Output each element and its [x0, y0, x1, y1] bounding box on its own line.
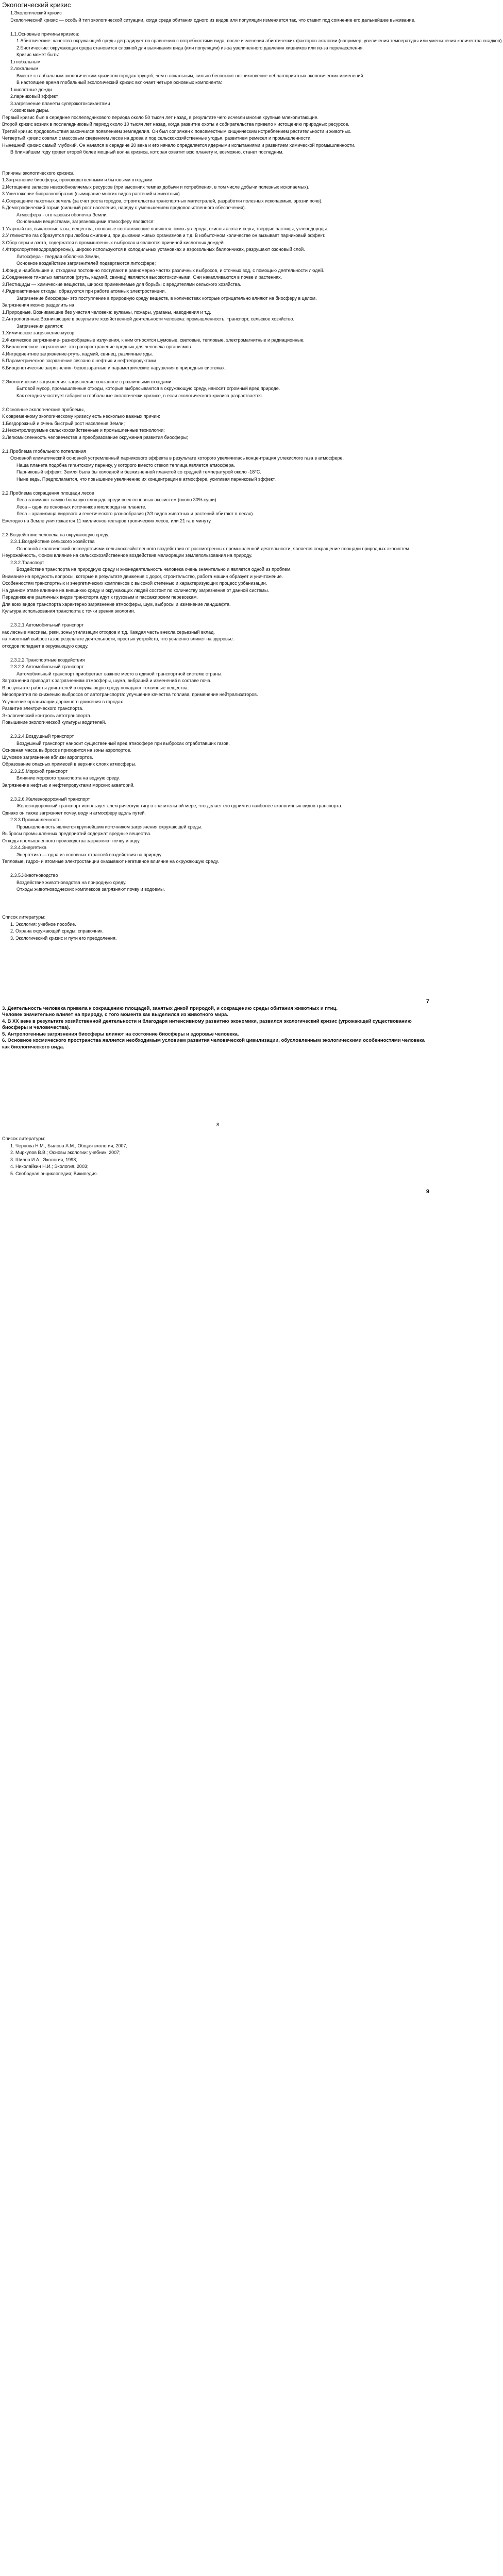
paragraph-line: отходов попадает в окружающую среду. [2, 643, 89, 649]
paragraph-line: В ближайшем году грядет второй более мощный волна кризиса, которая охватит всю планету и, возможно, станет последним. [10, 149, 283, 155]
paragraph-line: 1.Загрязнение биосферы, производственными и бытовыми отходами. [2, 177, 154, 182]
paragraph-line: На данном этапе влияние на внешнюю среду и окружающих людей состоит по количеству загрязнения от данной системы. [2, 587, 269, 593]
paragraph-line: 1.Фонд и наибольшие и, отходами постоянно поступают в равномерно частях различных выбросов, и сточных вод, с помощью деятельности людей. [2, 267, 324, 273]
paragraph-line: Воздействие животноводства на природную среду. [16, 879, 127, 885]
source-item: 3. Шилов И.А.; Экология, 1998; [10, 1157, 77, 1162]
spacer [2, 441, 433, 448]
paragraph-line: как лесные массивы, реки, зоны утилизации отходов и т.д. Каждая часть внесла серьезный вклад. [2, 629, 215, 635]
paragraph-line: Отходы промышленного производства загрязняют почву и воду. [2, 838, 141, 843]
sources-list [2, 1143, 433, 1178]
paragraph-line: 2.3.1.Воздействие сельского хозяйства [10, 539, 95, 544]
paragraph-line: Повышение экологической культуры водителей. [2, 720, 106, 725]
paragraph-line: 2.Физическое загрязнение- разнообразные излучения, к ним относятся шумовые, световые, тепловые, электромагнитные и радиационные. [2, 337, 305, 343]
paragraph-line: 1.Природные. Возникающие без участия человека: вулканы, пожары, ураганы, наводнения и т.д. [2, 309, 211, 315]
paragraph-line: Однако он также загрязняет почву, воду и атмосферу вдоль путей. [2, 810, 146, 816]
paragraph-line: Экологический контроль автотранспорта. [2, 713, 92, 718]
paragraph-line: Основное воздействие загрязнителей подвергаются литосфере; [16, 261, 156, 266]
paragraph-line: 1.Абиотические: качество окружающей среды деградирует по сравнению с потребностями вида, после изменения абиотических факторов экологии (например, увеличения температуры или уменьшения количества осадков). [16, 38, 503, 43]
conclusion-item: 5. Антропогенные загрязнения биосферы влияют на состояние биосферы и здоровье человека. [2, 1031, 239, 1037]
paragraph-line: Основная масса выбросов приходится на зоны аэропортов. [2, 748, 131, 753]
paragraph-line: 2.локальным [10, 66, 39, 71]
paragraph-line: Шумовое загрязнение вблизи аэропортов. [2, 754, 93, 760]
paragraph-line: Основной экологический последствиями сельскохозяйственного воздействия от рассмотренных промышленной деятельности, является сокращение площади природных экосистем. [16, 546, 411, 551]
paragraph-line: 2.Биотические: окружающая среда становится сложной для выживания вида (или популяции) из-за увеличенного давления хищников или из-за перенаселения. [16, 45, 364, 50]
paragraph-line: Основными веществами, загрязняющими атмосферу являются: [16, 219, 155, 224]
paragraph-line: Леса – хранилища видового и генетического разнообразия (2/3 видов животных и растений обитают в лесах). [16, 511, 254, 516]
paragraph-line: 2.У гликиство газ образуется при любом сжигании, при дыхании живых организмов и т.д. В избыточном количестве он вызывает парниковый эффект. [2, 233, 326, 238]
sources-title: Список литературы: [2, 1136, 46, 1141]
paragraph-line: Четвертый кризис совпал с массовым сведением лесов на дрова и под сельскохозяйственные угодья, развитием ремесел и промышленности. [2, 135, 312, 141]
spacer [2, 650, 433, 657]
paragraph-line: 4.Радиоактивные отходы, образуются при работе атомных электростанции. [2, 289, 166, 294]
paragraph-line: Загрязнение нефтью и нефтепродуктами морских акваторий. [2, 782, 135, 788]
paragraph-line: Основной климатический основной устремленный парникового эффекта в результате которого увеличилась концентрация углекислого газа в атмосфере. [10, 455, 344, 461]
paragraph-line: 1.кислотные дожди [10, 87, 52, 92]
paragraph-line: Список литературы: [2, 914, 46, 920]
paragraph-line: 4.Фторхлоруглеводородфреоны), широко используются в холодильных установках и аэрозольных баллончиках, разрушают озоновый слой. [2, 247, 305, 252]
paragraph-line: 2.3.2.Транспорт [10, 560, 44, 565]
paragraph-line: 1.Бездорожный и очень быстрый рост населения Земли; [2, 420, 125, 426]
paragraph-line: Леса – один из основных источников кислорода на планете. [16, 504, 146, 510]
paragraph-line: 3.Уничтожение биоразнообразия (вымирание многих видов растений и животных). [2, 191, 181, 196]
paragraph-line: 2.3.2.1.Автомобильный транспорт [10, 622, 84, 628]
paragraph-line: Причины экологического кризиса [2, 170, 74, 176]
conclusion-item: 4. В ХХ веке в результате хозяйственной деятельности и благодаря интенсивному развитию экономики, развился экологический кризис (угрожающей существованию биосферы и человечества). [2, 1018, 412, 1030]
spacer [2, 524, 433, 532]
paragraph-line: 2.3.4.Энергетика [10, 845, 47, 850]
spacer [2, 615, 433, 622]
conclusion-section [2, 1006, 433, 1051]
paragraph-line: Автомобильный транспорт приобретает важное место в единой транспортной системе страны. [16, 671, 223, 676]
conclusion-item: 6. Основное космического пространства является необходимым условием развития человеческой цивилизации, обусловленным экологическими особенностями человека как биологического вида. [2, 1038, 425, 1050]
paragraph-line: Вместе с глобальным экологическим кризисом городах трущоб, чем с локальным, сильно беспокоит возникновение неблагоприятных экологических изменений. [16, 73, 364, 78]
paragraph-line: 3.Легкомысленность человечества и преобразование окружения развития биосферы; [2, 434, 188, 440]
spacer [2, 789, 433, 796]
paragraph-line: Передвижение различных видов транспорта идут к грузовым и пассажирским перевозкам. [2, 595, 198, 600]
paragraph-line: 4.Ингредиентное загрязнение-ртуть, кадмий, свинец, различные яды. [2, 351, 153, 357]
paragraph-line: Атмосфера - это газовая оболочка Земли, [16, 212, 108, 217]
paragraph-line: 5.Демографический взрыв (сильный рост населения, наряду с уменьшением продовольственного обеспечения). [2, 205, 246, 210]
conclusion-item: 3. Деятельность человека привела к сокращению площадей, занятых дикой природой, и сокращению среды обитания животных и птиц. [2, 1005, 338, 1011]
paragraph-line: 1.Химическое загрязнение-мусор [2, 330, 75, 335]
paragraph-line: 1.1.Основные причины кризиса: [10, 31, 79, 37]
paragraph-line: 3.Сбор серы и азота, содержатся в промышленных выбросах и являются причиной кислотных дождей. [2, 240, 225, 245]
paragraph-line: Воздействие транспорта на природную среду и жизнедеятельность человека очень значительно и является одной из проблем. [16, 567, 292, 572]
paragraph-line: Ныне ведь, Предполагается, что повышение увеличению их концентрации в атмосфере, усиливая парниковый эффект. [16, 476, 276, 482]
paragraph-line: Отходы животноводческих комплексов загрязняют почву и водоемы. [16, 887, 165, 892]
paragraph-line: Кризис может быть: [16, 52, 59, 57]
paragraph-line: Ежегодно на Земле уничтожается 11 миллионов гектаров тропических лесов, или 21 га в минуту. [2, 518, 212, 523]
spacer [2, 893, 433, 901]
paragraph-line: Наша планета подобна гигантскому парнику, у которого вместо стекол теплица является атмосфера. [16, 462, 235, 468]
paragraph-line: 2.Основные экологические проблемы, [2, 406, 85, 412]
paragraph-line: Энергетика — одна из основных отраслей воздействия на природу. [16, 852, 162, 857]
paragraph-line: 2.Истощение запасов невозобновляемых ресурсов (при высокиих темпах добычи и потребления, в том числе добычи полезных ископаемых). [2, 184, 310, 190]
document-body [2, 1, 503, 1196]
spacer [2, 371, 433, 379]
conclusion-item: Человек значительно влияет на природу, с того момента как выделился из животного мира. [2, 1012, 228, 1018]
paragraph-line: 2.Неконтролируемые сельскохозяйственные и промышленные технологии; [2, 428, 165, 433]
spacer [2, 907, 433, 914]
page-number: 8 [216, 1122, 219, 1127]
content-paragraphs [2, 31, 503, 942]
paragraph-line: 2.3.2.4.Воздушный транспорт [10, 734, 74, 739]
paragraph-line: Бытовой мусор, промышленные отходы, которые выбрасываются в окружающую среду, наносят огромный вред природе. [16, 386, 280, 391]
paragraph-line: Неурожайность, Фоном влияние на сельскохозяйственное воздействие мелиорации землепользования на природу. [2, 553, 253, 558]
paragraph-line: В результате работы двигателей в окружающую среду попадают токсичные вещества. [2, 685, 189, 690]
paragraph-line: 3. Экологический кризис и пути его преодоления. [10, 935, 117, 941]
paragraph-line: 2.Экологические загрязнения: загрязнение связанное с различными отходами. [2, 379, 173, 384]
paragraph-line: Загрязнения делятся: [16, 323, 63, 329]
spacer [2, 156, 433, 163]
page-number: 7 [426, 998, 429, 1005]
paragraph-line: 6.Биоценотические загрязнения- безвозвратные и параметрические нарушения в природных системах. [2, 365, 226, 370]
paragraph-line: Воздушный транспорт наносит существенный вред атмосфере при выбросах отработавших газов. [16, 740, 230, 746]
source-item: 2. Миркулов В.В.; Основы экологии: учебник, 2007; [10, 1150, 121, 1155]
paragraph-line: 2.3.3.Промышленность [10, 817, 61, 822]
spacer [2, 900, 433, 907]
paragraph-line: 4.озоновые дыры. [10, 108, 49, 113]
paragraph-line: В настоящее время глобальный экологический кризис включает четыре основных компонента: [16, 80, 222, 85]
paragraph-line: на животный выброс газов результате деятельности, простых устройств, что усиленно влияет на здоровье. [2, 636, 234, 641]
spacer [2, 399, 433, 406]
paragraph-line: 2.3.2.5.Морской транспорт [10, 768, 68, 774]
paragraph-line: 2.3.Воздействие человека на окружающую среду. [2, 532, 109, 537]
paragraph-line: Образование опасных примесей в верхних слоях атмосферы. [2, 761, 137, 767]
paragraph-line: Внимание на вредность вопросы, которые в результате движения с дорог, строительство, работа машин образует и уничтожение. [2, 573, 283, 579]
paragraph-line: 2.парниковый эффект [10, 94, 58, 99]
paragraph-line: 3.загрязнение планеты суперэкотоксикантами [10, 100, 110, 106]
paragraph-line: 2.1.Проблема глобального потепления [2, 448, 86, 454]
paragraph-line: Загрязнения приводят к загрязнениям атмосферы, шума, вибраций и изменений в составе почв. [2, 678, 212, 683]
paragraph-line: 3.Пестициды — химические вещества, широко применяемые для борьбы с вредителями сельского хозяйства. [2, 281, 241, 287]
paragraph-line: Особенностям транспортных и энергетических комплексов с высокой степенью и характеризующих процесс урбанизации. [2, 581, 267, 586]
paragraph-line: Второй кризис возник в послеледниковый период около 10 тысяч лет назад, когда развитие охоты и собирательства привело к истощению природных ресурсов. [2, 122, 349, 127]
paragraph-line: 2.3.2.6.Железнодорожный транспорт [10, 796, 90, 802]
paragraph-line: Улучшение организации дорожного движения в городах. [2, 699, 124, 704]
page-number: 9 [426, 1189, 429, 1195]
paragraph-line: Третий кризис продовольствия закончился появлением земледелия. Он был сопряжен с повсеместным хищническим истреблением растительности и животных. [2, 128, 352, 134]
paragraph-line: 1.Угарный газ, выхлопные газы, вещества, основные составляющие являются: окись углерода, окислы азота и серы, твердые частицы, углеводороды. [2, 226, 328, 231]
paragraph-line: Промышленность является крупнейшим источником загрязнения окружающей среды. [16, 824, 203, 829]
paragraph-line: Литосфера - твердая оболочка Земли, [16, 253, 100, 259]
paragraph-line: 2.Соединение тяжелых металлов (ртуть, кадмий, свинец) являются высокотоксичными. Они накапливаются в почве и растениях. [2, 275, 282, 280]
paragraph-line: Тепловые, гидро- и атомные электростанции оказывают негативное влияние на окружающую среду. [2, 859, 219, 864]
source-item: 5. Свободная энциклопедия; Википедия. [10, 1171, 98, 1176]
paragraph-line: Первый кризис был в середине послеледникового периода около 50 тысяч лет назад, в результате чего исчезли многие крупные млекопитающие. [2, 114, 319, 120]
paragraph-line: Как сегодня участвует габарит и глобальные экологически кризисе, в если экологического кризиса разраствается. [16, 393, 263, 398]
paragraph-line: Мероприятия по снижению выбросов от автотранспорта: улучшение качества топлива, применение нейтрализаторов. [2, 692, 258, 697]
paragraph-line: Загрязнения можно разделить на [2, 302, 74, 308]
paragraph-line: Выбросы промышленных предприятий содержат вредные вещества. [2, 831, 152, 836]
paragraph-line: Железнодорожный транспорт использует электрическую тягу в значительной мере, что делает его одним из наиболее экологичных видов транспорта. [16, 803, 343, 808]
paragraph-line: Развитие электрического транспорта. [2, 706, 83, 711]
document-page [0, 1, 503, 2576]
paragraph-line: 2. Охрана окружающей среды: справочник. [10, 928, 104, 934]
paragraph-line: 2.2.Проблема сокращения площади лесов [2, 490, 94, 496]
section-heading: 1.Экологический кризис [10, 10, 62, 15]
paragraph-line: Парниковый эффект: Земля была бы холодной и безжизненной планетой со средней температурой около -18°С. [16, 469, 261, 474]
paragraph-line: Для всех видов транспорта характерно загрязнение атмосферы, шум, выбросы и изменение ландшафта. [2, 601, 231, 607]
document-title: Экологический кризис [2, 1, 71, 9]
paragraph-line: Культура использования транспорта с точки зрения экологии. [2, 608, 136, 614]
paragraph-line: 5.Параметрическое загрязнение связано с нефтью и нефтепродуктами. [2, 358, 158, 363]
spacer [2, 483, 433, 490]
spacer [2, 163, 433, 170]
paragraph-line: Нынешний кризис самый глубокий. Он начался в середине 20 века и его начало определяется ядерными испытаниями и развитием химической промышленности. [2, 142, 356, 148]
spacer [2, 726, 433, 734]
definition-paragraph: Экологический кризис — особый тип экологической ситуации, когда среда обитания одного из видов или популяции изменяется так, что ставит под сомнение его дальнейшее выживание. [10, 17, 416, 23]
paragraph-line: 2.3.2.2.Транспортные воздействия [10, 657, 85, 663]
paragraph-line: 2.3.5.Животноводство [10, 873, 58, 878]
paragraph-line: 1. Экология: учебное пособие. [10, 921, 76, 927]
paragraph-line: 1.глобальным [10, 59, 41, 64]
paragraph-line: Загрязнение биосферы- это поступление в природную среду веществ, в количествах которые отрицательно влияют на биосферу в целом. [16, 295, 317, 301]
paragraph-line: 2.Антропогенные.Возникающие в результате хозяйственной деятельности человека: промышленность, транспорт, сельское хозяйство. [2, 316, 295, 321]
source-item: 4. Николайкин Н.И.; Экология, 2003; [10, 1164, 89, 1169]
source-item: 1. Чернова Н.М., Былова А.М., Общая экология, 2007; [10, 1143, 128, 1148]
paragraph-line: 4.Сокращение пахотных земель (за счет роста городов, строительства транспортных магистралей, разработки полезных ископаемых, эрозии почв). [2, 198, 323, 204]
paragraph-line: К современному экологическому кризису есть несколько важных причин: [2, 414, 160, 419]
spacer [2, 866, 433, 873]
paragraph-line: 2.3.2.3.Автомобильный транспорт [10, 664, 84, 669]
paragraph-line: Влияние морского транспорта на водную среду. [16, 775, 120, 781]
paragraph-line: 3.Биологическое загрязнение- это распространение вредных для человека организмов. [2, 344, 192, 349]
paragraph-line: Леса занимают самую большую площадь среди всех основных экосистем (около 30% суши). [16, 497, 218, 502]
